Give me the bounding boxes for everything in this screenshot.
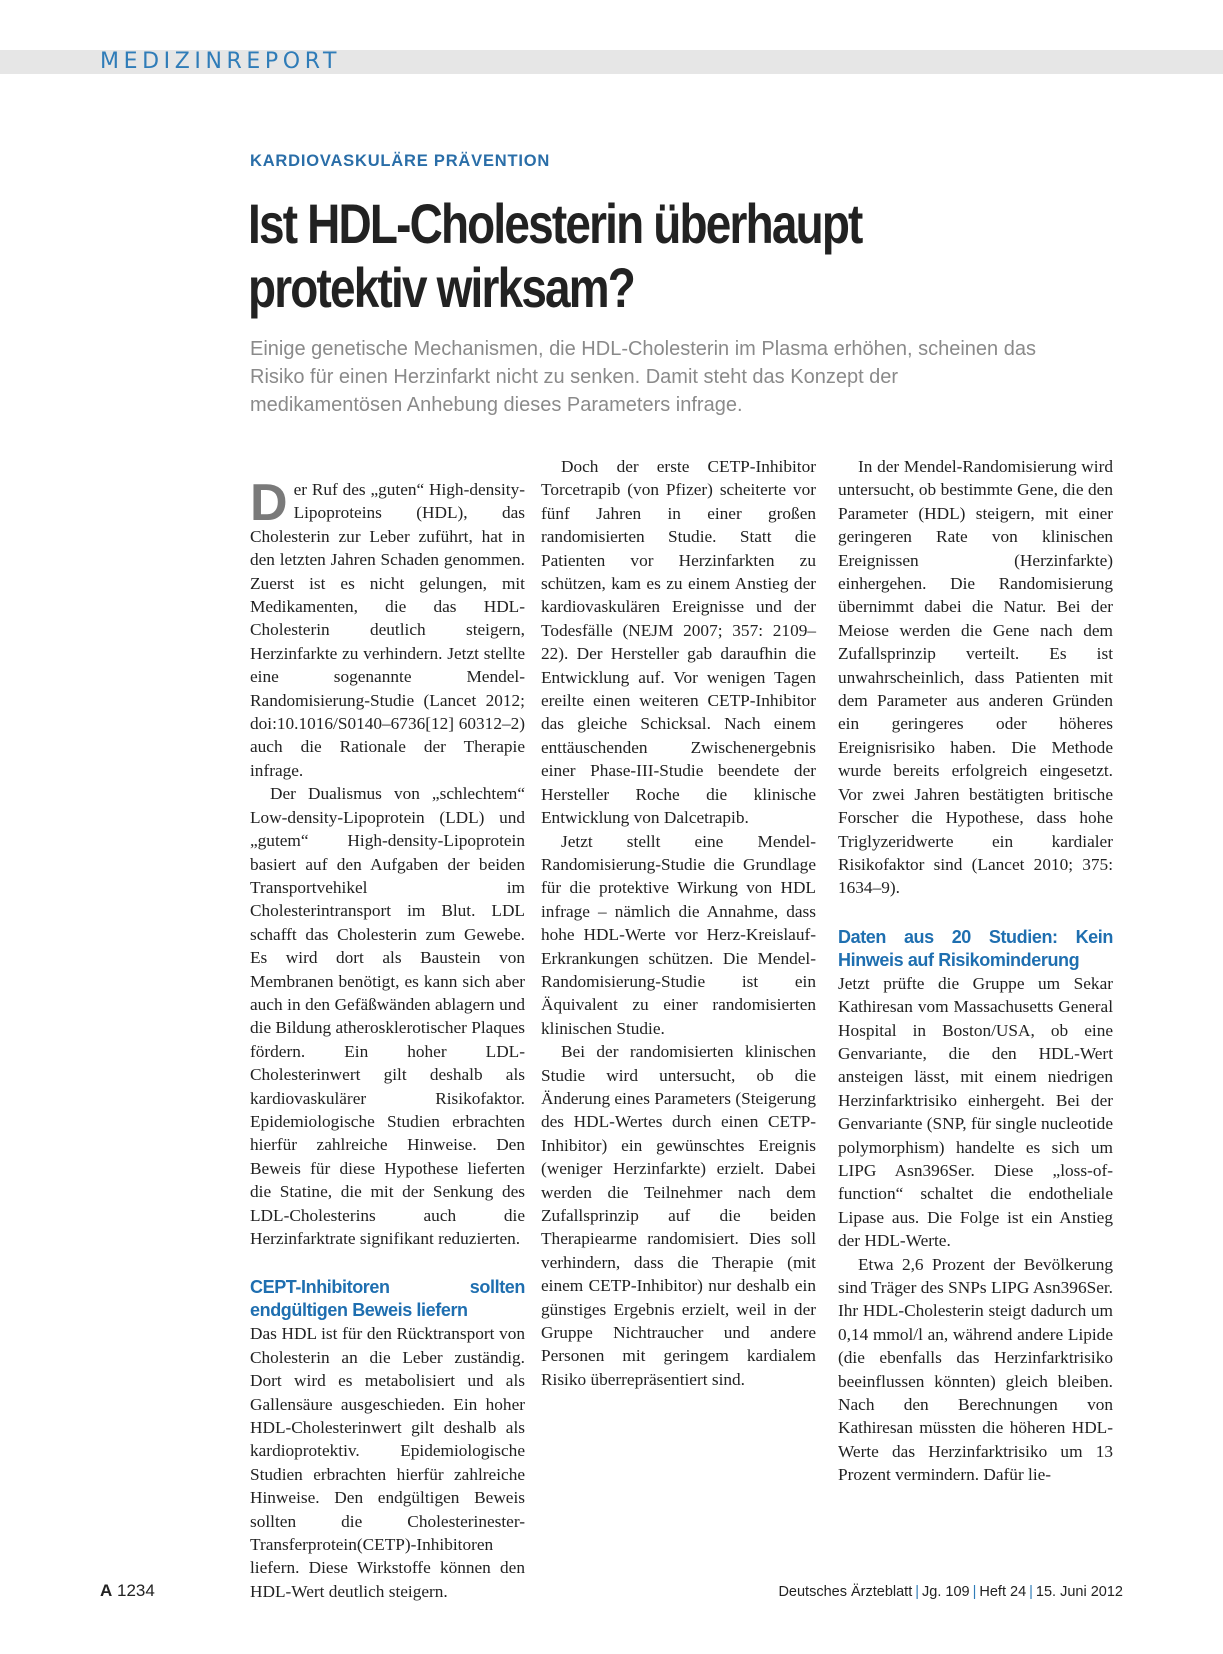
paragraph-1: Der Ruf des „guten“ High-density-Lipoproteins (HDL), das Cholesterin zur Leber zuführt, hat in den letzten Jahren Schaden genommen. Zuerst ist es nicht gelungen, mit Medikamenten, die das HDL-Cholesterin deutlich steigern, Herzinfarkte zu verhindern. Jetzt stellte eine sogenannte Mendel-Randomisierung-Studie (Lancet 2012; doi:10.1016/S0140–6736[12] 60312–2) auch die Rationale der Therapie infrage. — [250, 474, 525, 780]
page-number — [100, 1581, 155, 1601]
article-lead: Einige genetische Mechanismen, die HDL-Cholesterin im Plasma erhöhen, scheinen das Risiko für einen Herzinfarkt nicht zu senken. Damit steht das Konzept der medikamentösen Anhebung dieses Parameters infrage. — [250, 338, 1036, 416]
headline-line-2: protektiv wirksam? — [248, 256, 635, 319]
page-prefix: A — [100, 1581, 113, 1600]
paragraph-9: Etwa 2,6 Prozent der Bevölkerung sind Träger des SNPs LIPG Asn396Ser. Ihr HDL-Cholesterin steigt dadurch um 0,14 mmol/l an, während andere Lipide (die ebenfalls das Herzinfarktrisiko beeinflussen könnten) gleich bleiben. Nach den Berechnungen von Kathiresan müssten die höheren HDL-Werte das Herzinfarktrisiko um 13 Prozent vermindern. Dafür lie- — [838, 1254, 1113, 1485]
subheading-2: Daten aus 20 Studien: Kein Hinweis auf Risikominderung — [838, 926, 1113, 970]
section-label: MEDIZINREPORT — [100, 49, 342, 74]
text-column-2 — [541, 455, 816, 1391]
paragraph-2: Der Dualismus von „schlechtem“ Low-density-Lipoprotein (LDL) und „gutem“ High-density-Lipoprotein basiert auf den Aufgaben der beiden Transportvehikel im Cholesterintransport im Blut. LDL schafft das Cholesterin zum Gewebe. Es wird dort als Baustein von Membranen benötigt, es kann sich aber auch in den Gefäßwänden ablagern und die Bildung atherosklerotischer Plaques fördern. Ein hoher LDL-Cholesterinwert gilt deshalb als kardiovaskulärer Risikofaktor. Epidemiologische Studien erbrachten hierfür zahlreiche Hinweise. Den Beweis für diese Hypothese lieferten die Statine, die mit der Senkung des LDL-Cholesterins auch die Herzinfarktrate signifikant reduzierten. — [250, 784, 525, 1248]
journal-issue: Heft 24 — [979, 1584, 1027, 1600]
paragraph-3: Das HDL ist für den Rücktransport von Cholesterin an die Leber zuständig. Dort wird es metabolisiert und als Gallensäure ausgeschieden. Ein hoher HDL-Cholesterinwert gilt deshalb als kardioprotektiv. Epidemiologische Studien erbrachten hierfür zahlreiche Hinweise. Den endgültigen Beweis sollten die Cholesterinester-Transferprotein(CETP)-Inhibitoren liefern. Diese Wirkstoffe können den HDL-Wert deutlich steigern. — [250, 1324, 525, 1601]
journal-info: Deutsches Ärzteblatt | Jg. 109 | Heft 24 | 15. Juni 2012 — [778, 1584, 1123, 1600]
text-column-3 — [838, 455, 1113, 1487]
page-number-value: 1234 — [117, 1581, 155, 1600]
drop-cap: D — [250, 474, 288, 532]
paragraph-5: Jetzt stellt eine Mendel-Randomisierung-Studie die Grundlage für die protektive Wirkung von HDL infrage – nämlich die Annahme, dass hohe HDL-Werte vor Herz-Kreislauf-Erkrankungen schützen. Die Mendel-Randomisierung-Studie ist ein Äquivalent zu einer randomisierten klinischen Studie. — [541, 831, 816, 1038]
headline-line-1: Ist HDL-Cholesterin überhaupt — [248, 192, 862, 255]
article-headline — [248, 192, 986, 320]
journal-name: Deutsches Ärzteblatt — [778, 1584, 913, 1600]
journal-volume: Jg. 109 — [922, 1584, 970, 1600]
paragraph-7: In der Mendel-Randomisierung wird untersucht, ob bestimmte Gene, die den Parameter (HDL) steigern, mit einer geringeren Rate von klinischen Ereignissen (Herzinfarkte) einhergehen. Die Randomisierung übernimmt dabei die Natur. Bei der Meiose werden die Gene nach dem Zufallsprinzip verteilt. Es ist unwahrscheinlich, dass Patienten mit dem Parameter aus anderen Gründen ein geringeres oder höheres Ereignisrisiko haben. Die Methode wurde bereits erfolgreich eingesetzt. Vor zwei Jahren bestätigten britische Forscher die Hypothese, dass hohe Triglyzeridwerte ein kardialer Risikofaktor sind (Lancet 2010; 375: 1634–9). — [838, 457, 1113, 898]
text-column-1 — [250, 474, 525, 1603]
paragraph-8: Jetzt prüfte die Gruppe um Sekar Kathiresan vom Massachusetts General Hospital in Boston/USA, ob eine Genvariante, die den HDL-Wert ansteigen lässt, mit einem niedrigen Herzinfarktrisiko einhergeht. Bei der Genvariante (SNP, für single nucleotide polymorphism) handelte es sich um LIPG Asn396Ser. Diese „loss-of-function“ schaltet die endotheliale Lipase aus. Die Folge ist ein Anstieg der HDL-Werte. — [838, 973, 1113, 1251]
paragraph-6: Bei der randomisierten klinischen Studie wird untersucht, ob die Änderung eines Parameters (Steigerung des HDL-Wertes durch einen CETP-Inhibitor) ein gewünschtes Ereignis (weniger Herzinfarkte) erzielt. Dabei werden die Teilnehmer nach dem Zufallsprinzip auf die beiden Therapiearme randomisiert. Dies soll verhindern, dass die Therapie (mit einem CETP-Inhibitor) nur deshalb ein günstiges Ergebnis erzielt, weil in der Gruppe Nichtraucher und andere Personen mit geringem kardialem Risiko überrepräsentiert sind. — [541, 1042, 816, 1389]
article-kicker: KARDIOVASKULÄRE PRÄVENTION — [250, 152, 551, 170]
subheading-1: CEPT-Inhibitoren sollten endgültigen Beweis liefern — [250, 1277, 525, 1321]
paragraph-4: Doch der erste CETP-Inhibitor Torcetrapib (von Pfizer) scheiterte vor fünf Jahren in einer großen randomisierten Studie. Statt die Patienten vor Herzinfarkten zu schützen, kam es zu einem Anstieg der kardiovaskulären Ereignisse und der Todesfälle (NEJM 2007; 357: 2109–22). Der Hersteller gab daraufhin die Entwicklung auf. Vor wenigen Tagen ereilte einen weiteren CETP-Inhibitor das gleiche Schicksal. Nach einem enttäuschenden Zwischenergebnis einer Phase-III-Studie beendete der Hersteller Roche die klinische Entwicklung von Dalcetrapib. — [541, 457, 816, 828]
journal-date: 15. Juni 2012 — [1035, 1584, 1123, 1600]
